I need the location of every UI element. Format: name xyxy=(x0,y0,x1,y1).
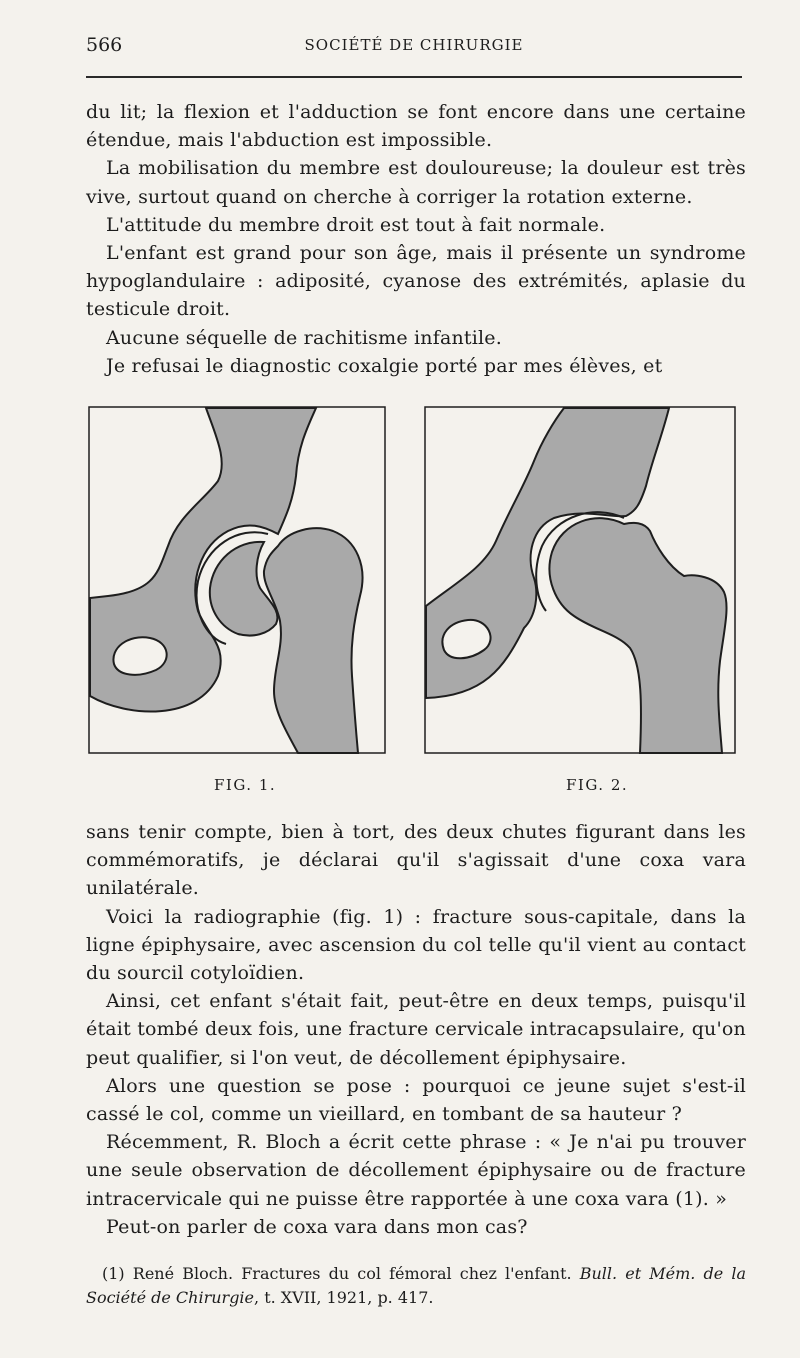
figure-2-femur xyxy=(549,518,726,753)
figure-2 xyxy=(424,406,736,754)
figure-1-drawing xyxy=(88,406,386,754)
paragraph: L'enfant est grand pour son âge, mais il présente un syndrome hypoglandulaire : adiposité, cyanose des extrémités, aplasie du testicule droit. xyxy=(86,242,746,321)
body-text-top xyxy=(86,98,746,380)
footnote-citation: René Bloch. Fractures du col fémoral chez l'enfant. xyxy=(124,1264,580,1283)
running-head: SOCIÉTÉ DE CHIRURGIE xyxy=(304,36,524,54)
figure-2-caption: FIG. 2. xyxy=(566,776,629,794)
paragraph: sans tenir compte, bien à tort, des deux chutes figurant dans les commémoratifs, je déclarai qu'il s'agissait d'une coxa vara unilatérale. xyxy=(86,821,746,900)
figure-2-drawing xyxy=(424,406,736,754)
figure-1 xyxy=(88,406,386,754)
page-header xyxy=(86,34,742,60)
figure-1-femur xyxy=(264,528,363,753)
paragraph: Voici la radiographie (fig. 1) : fracture sous-capitale, dans la ligne épiphysaire, avec ascension du col telle qu'il vient au contact du sourcil cotyloïdien. xyxy=(86,905,746,985)
figure-1-obturator-foramen xyxy=(113,637,166,674)
header-rule xyxy=(86,76,742,78)
paragraph: Aucune séquelle de rachitisme infantile. xyxy=(106,326,502,349)
paragraph: Je refusai le diagnostic coxalgie porté par mes élèves, et xyxy=(106,354,663,377)
footnote-journal: Bull. et Mém. de la Société de Chirurgie xyxy=(86,1264,746,1307)
paragraph: L'attitude du membre droit est tout à fait normale. xyxy=(106,213,606,236)
paragraph: Peut-on parler de coxa vara dans mon cas? xyxy=(106,1215,528,1238)
footnote xyxy=(86,1262,746,1310)
body-text-bottom xyxy=(86,818,746,1241)
paragraph: Alors une question se pose : pourquoi ce jeune sujet s'est-il cassé le col, comme un vieillard, en tombant de sa hauteur ? xyxy=(86,1074,746,1126)
paragraph: La mobilisation du membre est douloureuse; la douleur est très vive, surtout quand on cherche à corriger la rotation externe. xyxy=(86,157,746,208)
figure-1-caption: FIG. 1. xyxy=(214,776,277,794)
paragraph: du lit; la flexion et l'adduction se font encore dans une certaine étendue, mais l'abduction est impossible. xyxy=(86,101,746,152)
paragraph: Ainsi, cet enfant s'était fait, peut-être en deux temps, puisqu'il était tombé deux fois, une fracture cervicale intracapsulaire, qu'on peut qualifier, si l'on veut, de décollement épiphysaire. xyxy=(86,990,746,1069)
footnote-volume: , t. XVII, 1921, p. 417. xyxy=(254,1288,434,1307)
footnote-marker: (1) xyxy=(102,1264,125,1283)
footnote-text xyxy=(86,1262,746,1310)
paragraph: Récemment, R. Bloch a écrit cette phrase : « Je n'ai pu trouver une seule observation de décollement épiphysaire ou de fracture intracervicale qui ne puisse être rapportée à une coxa vara (1). » xyxy=(86,1131,746,1210)
page-number: 566 xyxy=(86,34,123,56)
